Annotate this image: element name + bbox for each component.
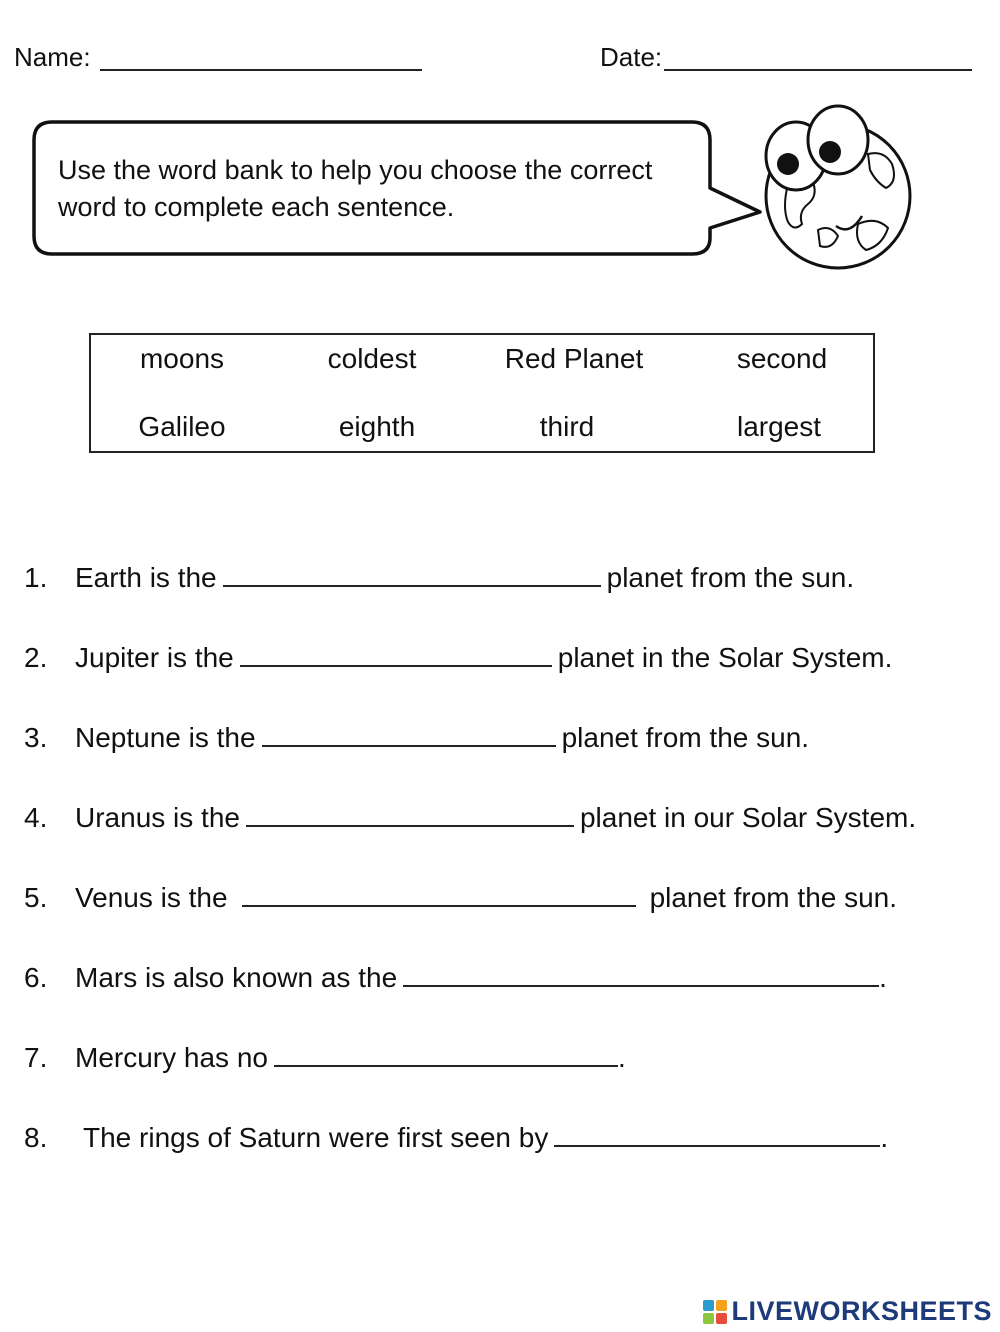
- answer-blank-3[interactable]: [262, 723, 556, 747]
- question-text: planet from the sun.: [649, 882, 898, 913]
- word-bank-item: second: [736, 343, 828, 374]
- question-text: Earth is the: [75, 562, 217, 593]
- question-text: Jupiter is the: [75, 642, 234, 673]
- answer-blank-7[interactable]: [274, 1043, 618, 1067]
- instructions-text: Use the word bank to help you choose the correct word to complete each sentence.: [58, 155, 653, 222]
- question-number: 5.: [24, 882, 48, 913]
- liveworksheets-logo-icon: [703, 1300, 727, 1324]
- answer-blank-2[interactable]: [240, 643, 552, 667]
- date-label: Date:: [600, 42, 663, 72]
- question-4: [75, 802, 916, 834]
- question-number: 7.: [24, 1042, 48, 1073]
- question-number: 4.: [24, 802, 48, 833]
- question-text: planet from the sun.: [561, 722, 810, 753]
- word-bank-item: Galileo: [138, 411, 226, 442]
- question-number: 8.: [24, 1122, 48, 1153]
- name-field[interactable]: [100, 69, 422, 71]
- question-text: .: [879, 962, 887, 993]
- question-text: Uranus is the: [75, 802, 240, 833]
- question-number: 6.: [24, 962, 48, 993]
- name-label: Name:: [14, 42, 91, 72]
- answer-blank-1[interactable]: [223, 563, 601, 587]
- question-7: [75, 1042, 626, 1074]
- liveworksheets-brand[interactable]: [703, 1296, 992, 1327]
- answer-blank-8[interactable]: [554, 1123, 880, 1147]
- word-bank-item: eighth: [338, 411, 416, 442]
- question-text: planet in the Solar System.: [557, 642, 893, 673]
- question-5: [75, 882, 897, 914]
- question-6: [75, 962, 887, 994]
- question-1: [75, 562, 854, 594]
- word-bank-item: third: [539, 411, 595, 442]
- answer-blank-5[interactable]: [242, 883, 636, 907]
- question-text: Neptune is the: [75, 722, 256, 753]
- question-8: [83, 1122, 888, 1154]
- word-bank-item: largest: [736, 411, 822, 442]
- question-text: The rings of Saturn were first seen by: [83, 1122, 549, 1153]
- earth-character-icon: [758, 104, 918, 274]
- answer-blank-4[interactable]: [246, 803, 574, 827]
- question-number: 3.: [24, 722, 48, 753]
- question-text: Venus is the: [75, 882, 228, 913]
- word-bank-item: coldest: [327, 343, 417, 374]
- question-text: planet in our Solar System.: [579, 802, 917, 833]
- question-text: .: [617, 1042, 626, 1073]
- question-text: .: [880, 1122, 889, 1153]
- brand-text: LIVEWORKSHEETS: [731, 1296, 992, 1326]
- question-3: [75, 722, 809, 754]
- question-text: Mars is also known as the: [75, 962, 398, 993]
- word-bank-item: Red Planet: [504, 343, 644, 374]
- question-text: Mercury has no: [75, 1042, 268, 1073]
- question-number: 2.: [24, 642, 48, 673]
- date-field[interactable]: [664, 69, 972, 71]
- question-text: planet from the sun.: [606, 562, 855, 593]
- word-bank-item: moons: [139, 343, 225, 374]
- question-2: [75, 642, 892, 674]
- answer-blank-6[interactable]: [403, 963, 879, 987]
- question-number: 1.: [24, 562, 48, 593]
